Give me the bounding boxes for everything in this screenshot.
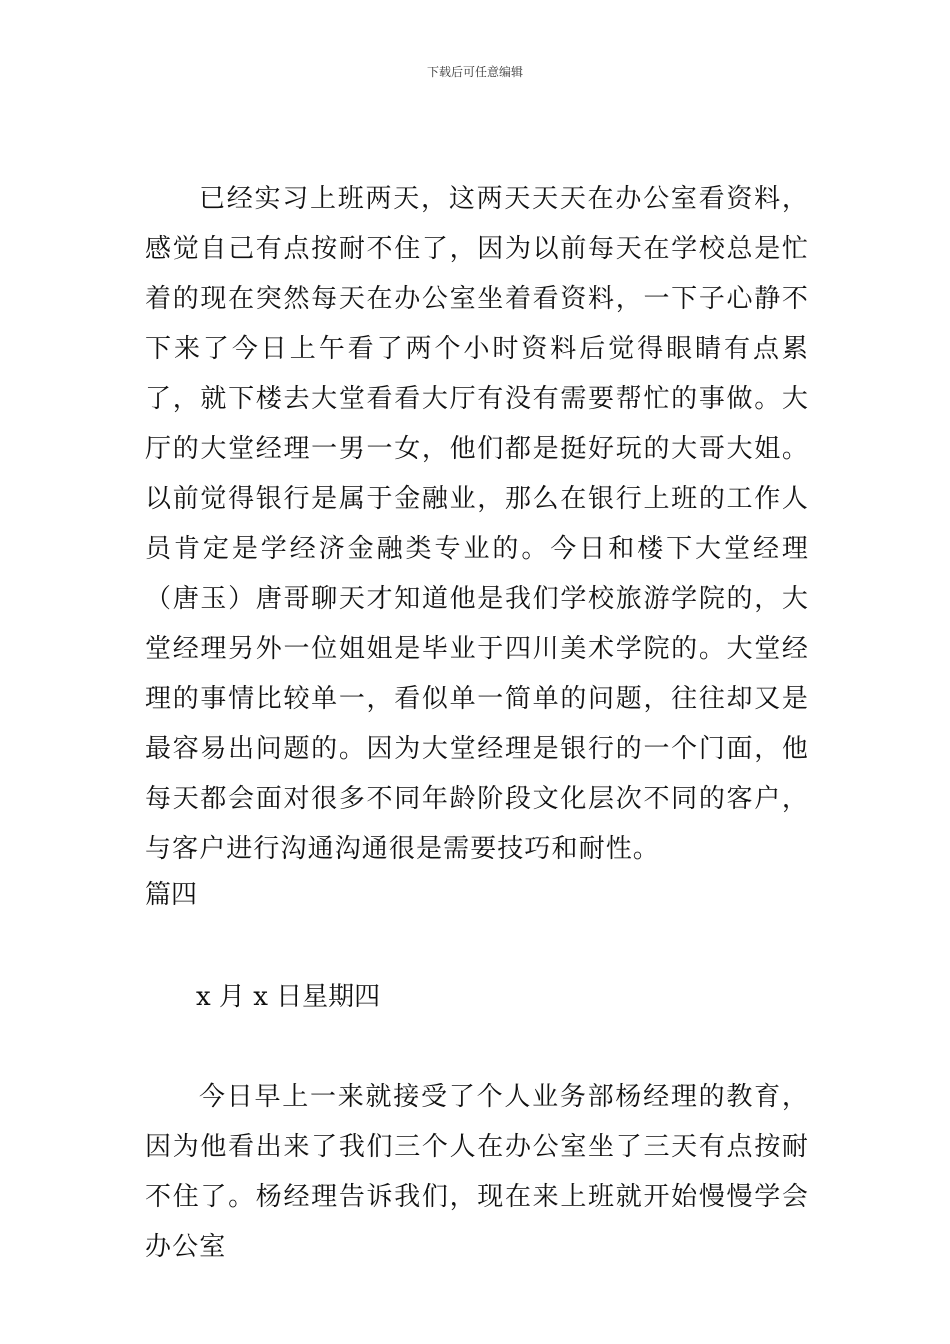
body-paragraph: 今日早上一来就接受了个人业务部杨经理的教育，因为他看出来了我们三个人在办公室坐了三天有点按耐不住了。杨经理告诉我们，现在来上班就开始慢慢学会办公室	[145, 1082, 809, 1262]
section-heading: 篇四	[145, 880, 198, 910]
header-note: 下载后可任意编辑	[426, 65, 523, 79]
date-line: x 月 x 日星期四	[196, 982, 381, 1012]
body-paragraph: 已经实习上班两天，这两天天天在办公室看资料，感觉自己有点按耐不住了，因为以前每天在学校总是忙着的现在突然每天在办公室坐着看资料，一下子心静不下来了今日上午看了两个小时资料后觉得眼睛有点累了，就下楼去大堂看看大厅有没有需要帮忙的事做。大厅的大堂经理一男一女，他们都是挺好玩的大哥大姐。以前觉得银行是属于金融业，那么在银行上班的工作人员肯定是学经济金融类专业的。今日和楼下大堂经理（唐玉）唐哥聊天才知道他是我们学校旅游学院的，大堂经理另外一位姐姐是毕业于四川美术学院的。大堂经理的事情比较单一，看似单一简单的问题，往往却又是最容易出问题的。因为大堂经理是银行的一个门面，他每天都会面对很多不同年龄阶段文化层次不同的客户，与客户进行沟通沟通很是需要技巧和耐性。	[145, 184, 809, 864]
